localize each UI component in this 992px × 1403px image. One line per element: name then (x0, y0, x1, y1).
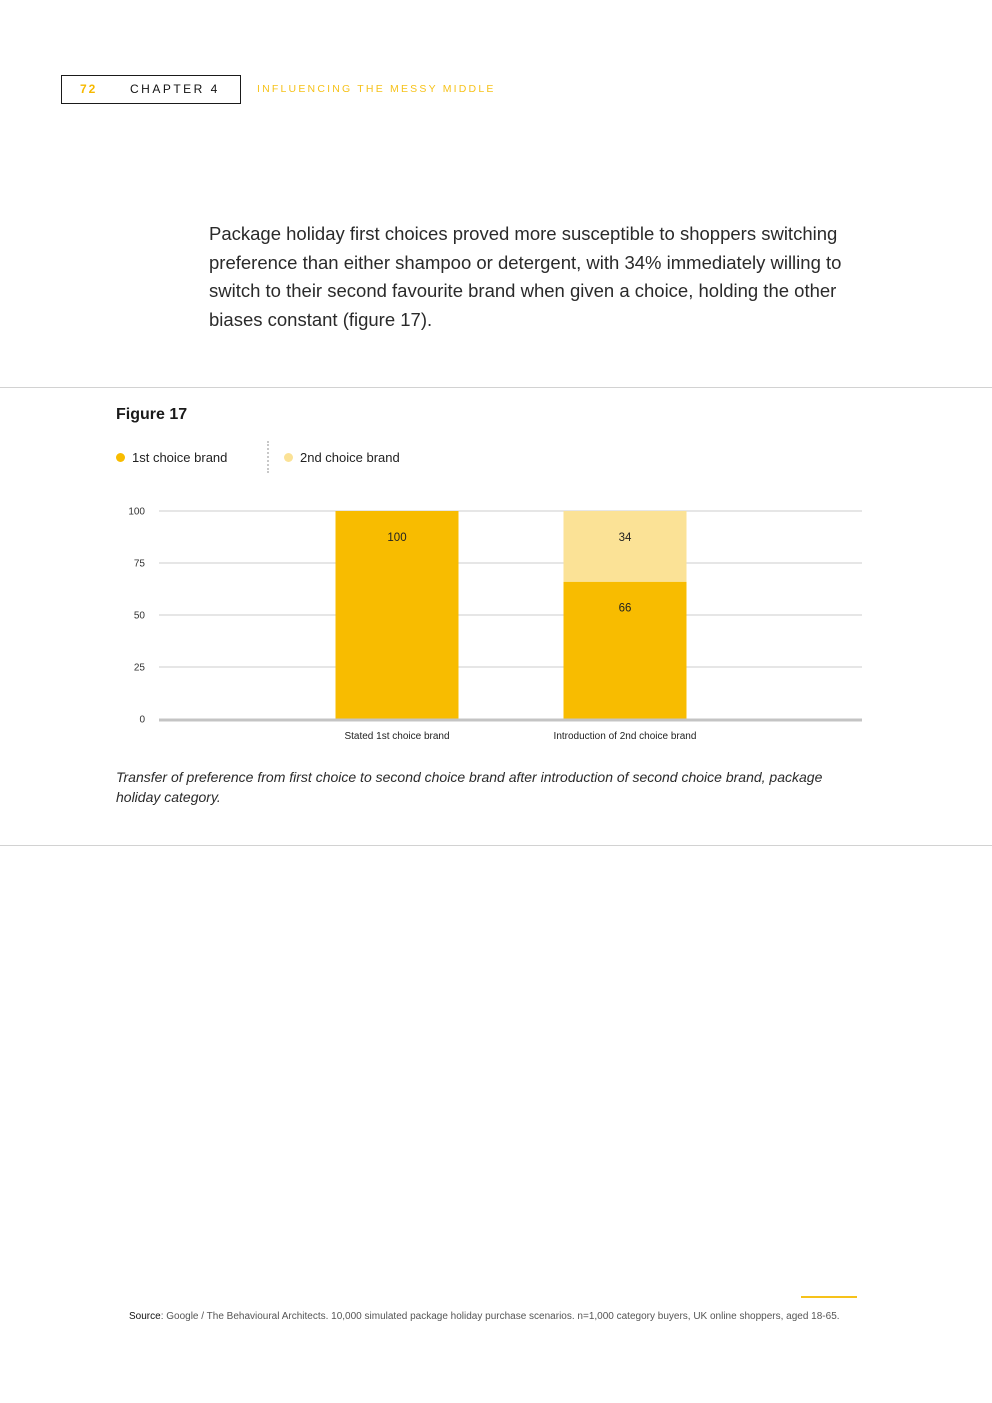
chapter-label: CHAPTER 4 (130, 82, 220, 96)
source-accent-rule (801, 1296, 857, 1298)
source-text: : Google / The Behavioural Architects. 10,000 simulated package holiday purchase scenarios. n=1,000 category buyers, UK online shoppers, aged 18-65. (160, 1311, 840, 1322)
figure-caption: Transfer of preference from first choice to second choice brand after introduction of second choice brand, package holiday category. (116, 769, 823, 805)
y-tick-label-100: 100 (128, 506, 145, 518)
data-label-2nd-choice-2: 34 (618, 532, 632, 544)
y-tick-label-50: 50 (133, 610, 145, 622)
data-label-1st-choice-1: 100 (387, 532, 407, 544)
x-tick-label-2: Introduction of 2nd choice brand (553, 731, 697, 742)
body-paragraph: Package holiday first choices proved more susceptible to shoppers switching preference than either shampoo or detergent, with 34% immediately willing to switch to their second favourite brand when given a choice, holding the other biases constant (figure 17). (209, 223, 842, 330)
legend-separator (267, 441, 269, 473)
section-title: INFLUENCING THE MESSY MIDDLE (257, 83, 496, 95)
legend-item-2nd-choice (284, 450, 400, 465)
stacked-bar-chart (0, 490, 992, 760)
figure-top-divider (0, 387, 992, 388)
legend-dot-2nd-choice (284, 453, 293, 462)
source-note (129, 1311, 840, 1322)
chapter-header-box (61, 75, 241, 104)
data-label-1st-choice-2: 66 (618, 602, 632, 615)
page-number: 72 (80, 82, 98, 96)
y-tick-label-0: 0 (139, 714, 145, 726)
x-tick-label-1: Stated 1st choice brand (344, 731, 450, 742)
bar-2nd-choice-2 (564, 511, 687, 582)
figure-title: Figure 17 (116, 406, 188, 423)
figure-bottom-divider (0, 845, 992, 846)
legend-item-1st-choice (116, 450, 227, 465)
legend-label-1st-choice: 1st choice brand (132, 450, 228, 465)
y-tick-label-25: 25 (133, 662, 145, 674)
y-tick-label-75: 75 (133, 558, 145, 570)
legend-label-2nd-choice: 2nd choice brand (300, 450, 400, 465)
legend-dot-1st-choice (116, 453, 125, 462)
source-label: Source (129, 1311, 161, 1322)
